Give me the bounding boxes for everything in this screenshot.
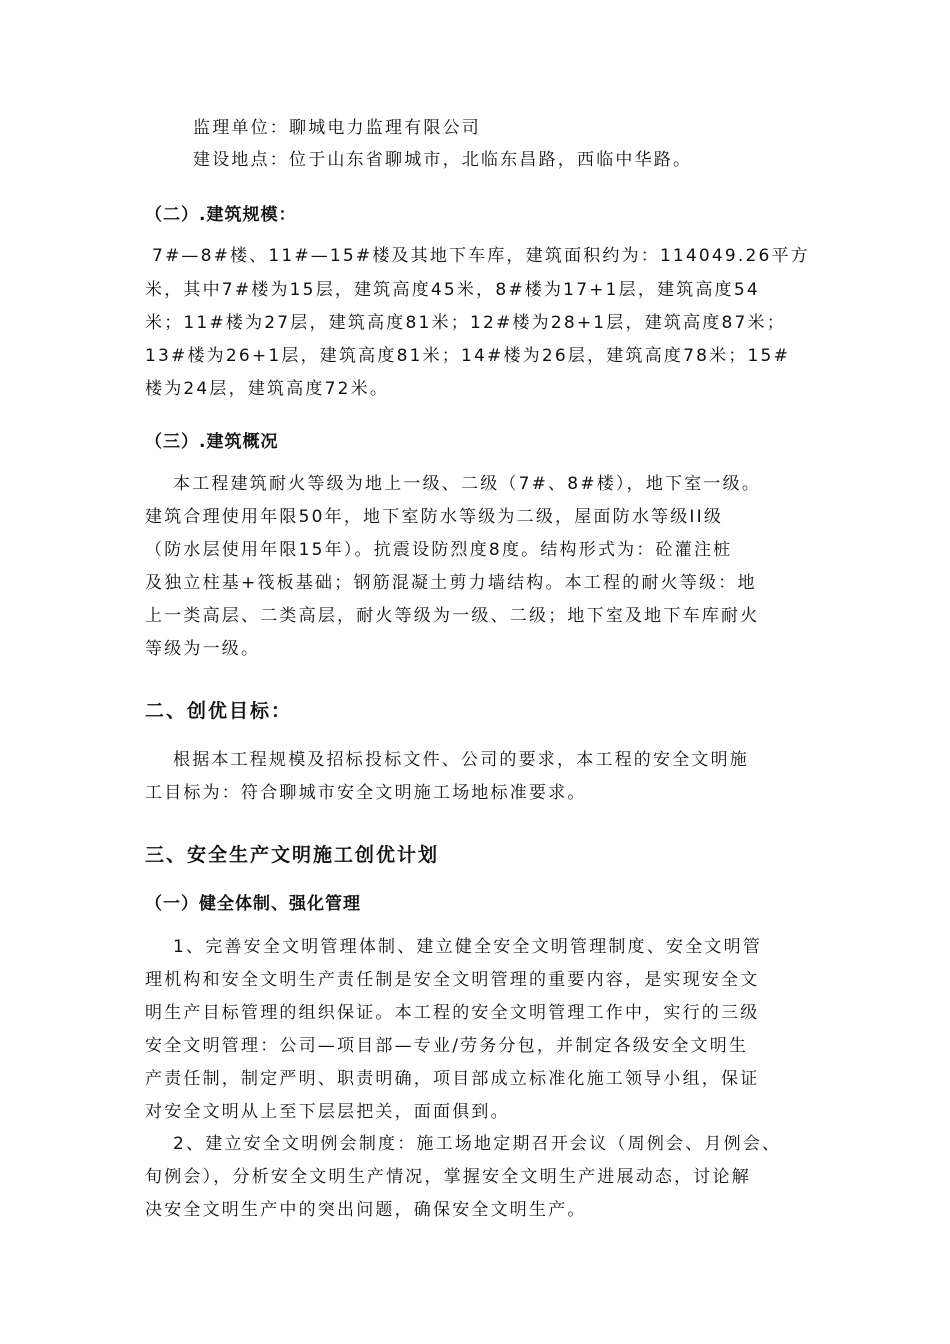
paragraph-line: 米；11#楼为27层，建筑高度81米；12#楼为28+1层，建筑高度87米；	[145, 313, 786, 333]
paragraph-line: 2、建立安全文明例会制度：施工场地定期召开会议（周例会、月例会、	[173, 1134, 782, 1154]
paragraph-line: 安全文明管理：公司—项目部—专业/劳务分包，并制定各级安全文明生	[145, 1036, 749, 1056]
section-goal-heading: 二、创优目标：	[145, 700, 293, 722]
section-plan-heading: 三、安全生产文明施工创优计划	[145, 844, 440, 866]
paragraph-line: 及独立柱基+筏板基础；钢筋混凝土剪力墙结构。本工程的耐火等级：地	[145, 573, 757, 593]
paragraph-line: 理机构和安全文明生产责任制是安全文明管理的重要内容，是实现安全文	[145, 970, 760, 990]
paragraph-line: 建筑合理使用年限50年，地下室防水等级为二级，屋面防水等级II级	[145, 507, 724, 527]
paragraph-line: 等级为一级。	[145, 639, 261, 659]
paragraph-line: 楼为24层，建筑高度72米。	[145, 379, 390, 399]
paragraph-line: 米，其中7#楼为15层，建筑高度45米，8#楼为17+1层，建筑高度54	[145, 280, 760, 300]
section-overview-heading: （三）.建筑概况	[145, 432, 279, 452]
paragraph-line: 上一类高层、二类高层，耐火等级为一级、二级；地下室及地下车库耐火	[145, 606, 760, 626]
paragraph-line: 7#—8#楼、11#—15#楼及其地下车库，建筑面积约为：114049.26平方	[152, 246, 810, 266]
paragraph-line: 工目标为：符合聊城市安全文明施工场地标准要求。	[145, 783, 587, 803]
supervisor-line: 监理单位：聊城电力监理有限公司	[193, 118, 481, 138]
paragraph-line: 明生产目标管理的组织保证。本工程的安全文明管理工作中，实行的三级	[145, 1003, 760, 1023]
paragraph-line: 决安全文明生产中的突出问题，确保安全文明生产。	[145, 1200, 587, 1220]
paragraph-line: （防水层使用年限15年）。抗震设防烈度8度。结构形式为：砼灌注桩	[145, 540, 733, 560]
paragraph-line: 本工程建筑耐火等级为地上一级、二级（7#、8#楼），地下室一级。	[173, 474, 762, 494]
section-scale-heading: （二）.建筑规模：	[145, 205, 297, 225]
paragraph-line: 根据本工程规模及招标投标文件、公司的要求，本工程的安全文明施	[173, 750, 749, 770]
paragraph-line: 产责任制，制定严明、职责明确，项目部成立标准化施工领导小组，保证	[145, 1069, 760, 1089]
location-line: 建设地点：位于山东省聊城市，北临东昌路，西临中华路。	[193, 150, 693, 170]
paragraph-line: 旬例会），分析安全文明生产情况，掌握安全文明生产进展动态，讨论解	[145, 1167, 751, 1187]
paragraph-line: 1、完善安全文明管理体制、建立健全安全文明管理制度、安全文明管	[173, 937, 763, 957]
paragraph-line: 对安全文明从上至下层层把关，面面俱到。	[145, 1102, 510, 1122]
paragraph-line: 13#楼为26+1层，建筑高度81米；14#楼为26层，建筑高度78米；15#	[145, 346, 791, 366]
section-plan-subheading: （一）健全体制、强化管理	[145, 894, 361, 914]
